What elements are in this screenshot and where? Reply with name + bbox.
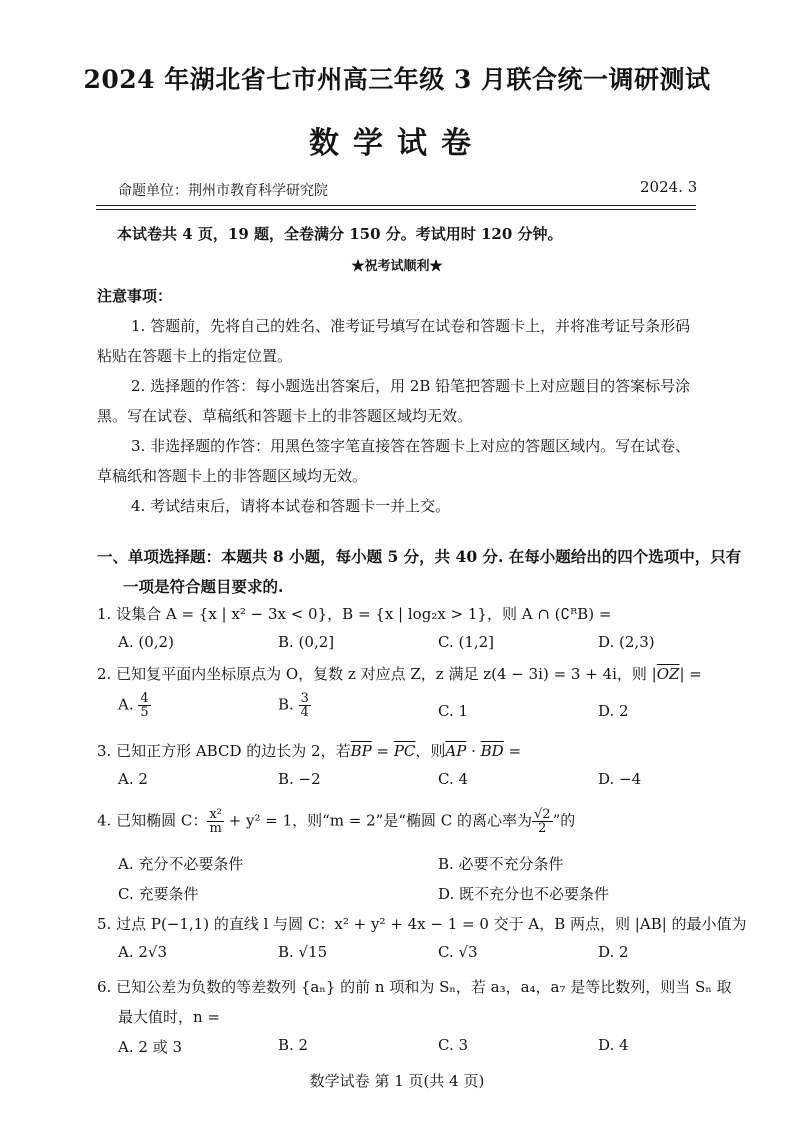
q4-fraction [207,808,224,835]
question-1: 1. 设集合 A = {x | x² − 3x < 0}，B = {x | log₂x > 1}，则 A ∩ (∁ᴿB) = [97,605,612,623]
note-line: 4. 考试结束后，请将本试卷和答题卡一并上交。 [131,497,451,515]
question-2 [97,663,702,684]
q2-vector-oz: $\overline{OZ}$ [656,665,680,683]
q2-option-c: C. 1 [438,702,469,720]
fraction-numerator: 4 [140,691,149,706]
header-rule-thin [96,209,696,210]
q2-text: 2. 已知复平面内坐标原点为 O，复数 z 对应点 Z，z 满足 z(4 − 3i) = 3 + 4i，则 | [97,665,657,683]
fraction-denominator: 5 [140,705,149,720]
fraction-numerator: 3 [300,691,309,706]
q3-option-c: C. 4 [438,770,469,788]
q2-option-d: D. 2 [598,702,629,720]
notes-heading: 注意事项： [97,287,173,305]
q4-option-a: A. 充分不必要条件 [118,855,244,873]
exam-title: 2024 年湖北省七市州高三年级 3 月联合统一调研测试 [83,65,711,94]
page-footer: 数学试卷 第 1 页(共 4 页) [309,1072,485,1090]
q3-then: ，则 [415,742,446,760]
note-line: 2. 选择题的作答：每小题选出答案后，用 2B 铅笔把答题卡上对应题目的答案标号涂 [131,377,691,395]
q2-text-end: | = [679,665,702,683]
note-line: 3. 非选择题的作答：用黑色签字笔直接答在答题卡上对应的答题区域内。写在试卷、 [131,437,691,455]
q1-option-d: D. (2,3) [598,633,655,651]
fraction-numerator: √2 [534,807,551,822]
q2-option-b [278,692,311,719]
q4-text-end: ”的 [552,811,576,830]
question-3 [97,740,521,761]
q4-option-b: B. 必要不充分条件 [438,855,564,873]
q3-equals: = [371,742,394,760]
section-heading: 一、单项选择题：本题共 8 小题，每小题 5 分，共 40 分. 在每小题给出的四个选项中，只有 [97,547,742,566]
q5-option-c: C. √3 [438,943,478,961]
exam-date: 2024. 3 [640,178,698,196]
q2-option-a [118,692,151,719]
q1-option-a: A. (0,2) [118,633,174,651]
q4-option-d: D. 既不充分也不必要条件 [438,885,610,903]
header-rule [96,205,696,206]
q2-option-a-fraction [138,692,150,719]
q5-option-d: D. 2 [598,943,629,961]
q3-text-end: = [503,742,522,760]
q3-option-b: B. −2 [278,770,321,788]
q2-option-b-label: B. [278,695,294,714]
q6-option-c: C. 3 [438,1036,469,1054]
q4-text: 4. 已知椭圆 C： [97,811,208,830]
q1-option-b: B. (0,2] [278,633,335,651]
note-line: 黑。写在试卷、草稿纸和答题卡上的非答题区域均无效。 [97,407,473,425]
q5-option-b: B. √15 [278,943,328,961]
q3-vector-ap: $\overline{AP}$ [445,742,467,760]
q5-option-a: A. 2√3 [118,943,168,961]
exam-subtitle: 数学试卷 [309,126,485,161]
q3-vector-pc: $\overline{PC}$ [393,742,416,760]
q3-text: 3. 已知正方形 ABCD 的边长为 2，若 [97,742,351,760]
good-luck-banner: ★祝考试顺利★ [351,259,443,274]
q6-option-b: B. 2 [278,1036,309,1054]
q3-option-d: D. −4 [598,770,642,788]
q3-dot: · [466,742,481,760]
note-line: 粘贴在答题卡上的指定位置。 [97,347,293,365]
q2-option-a-label: A. [118,695,134,714]
exam-info: 本试卷共 4 页，19 题，全卷满分 150 分。考试用时 120 分钟。 [117,225,563,243]
q6-option-d: D. 4 [598,1036,629,1054]
q3-vector-bp: $\overline{BP}$ [350,742,372,760]
q1-option-c: C. (1,2] [438,633,495,651]
q4-option-c: C. 充要条件 [118,885,199,903]
question-4 [97,808,575,835]
fraction-denominator: 4 [300,705,309,720]
section-heading-cont: 一项是符合题目要求的. [123,577,284,596]
question-6-cont: 最大值时，n = [118,1008,220,1026]
q4-text-mid: + y² = 1，则“m = 2”是“椭圆 C 的离心率为 [223,811,533,830]
q2-option-b-fraction [299,692,311,719]
q3-option-a: A. 2 [118,770,148,788]
fraction-denominator: 2 [538,821,547,836]
question-5: 5. 过点 P(−1,1) 的直线 l 与圆 C：x² + y² + 4x − 1 = 0 交于 A，B 两点，则 |AB| 的最小值为 [97,915,747,933]
note-line: 草稿纸和答题卡上的非答题区域均无效。 [97,467,368,485]
question-6: 6. 已知公差为负数的等差数列 {aₙ} 的前 n 项和为 Sₙ，若 a₃，a₄，a₇ 是等比数列，则当 Sₙ 取 [97,978,732,996]
q4-eccentricity-fraction [532,808,553,835]
author-unit: 命题单位：荆州市教育科学研究院 [118,183,328,199]
note-line: 1. 答题前，先将自己的姓名、准考证号填写在试卷和答题卡上，并将准考证号条形码 [131,317,691,335]
q3-vector-bd: $\overline{BD}$ [480,742,504,760]
fraction-numerator: x² [209,807,222,822]
fraction-denominator: m [209,821,222,836]
q6-option-a: A. 2 或 3 [118,1038,182,1056]
